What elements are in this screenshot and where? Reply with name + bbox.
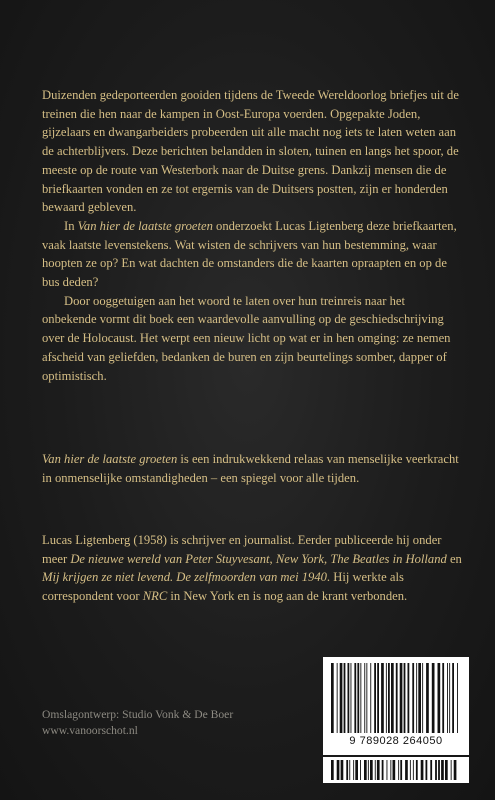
barcode-stripe <box>457 663 458 733</box>
barcode-stripe <box>435 760 437 780</box>
barcode-stripe <box>377 663 379 733</box>
bio-newspaper: NRC <box>142 589 168 604</box>
barcode-stripe <box>349 760 350 780</box>
barcode-stripe <box>426 663 429 733</box>
blurb-paragraph-2-lead: In <box>64 218 78 233</box>
blurb-paragraph-3: Door ooggetuigen aan het woord te laten over hun treinreis naar het onbekende vormt dit boek een waardevolle aanvulling op de geschiedschrijving over de Holocaust. Het werpt een nieuw licht op wat er in hen omging: ze nemen afscheid van geliefden, bedanken de buren en zijn beurtelings somber, dapper of optimistisch. <box>42 293 451 383</box>
barcode-stripe <box>449 663 450 733</box>
bio-book-3: The Beatles in Holland <box>330 551 447 566</box>
barcode-stripe <box>366 663 367 733</box>
bio-text-2: , <box>269 551 276 566</box>
barcode-stripe <box>351 663 352 733</box>
barcode-stripe <box>412 663 414 733</box>
barcode-stripe <box>430 760 432 780</box>
barcode-stripe <box>370 663 371 733</box>
barcode-stripe <box>331 760 334 780</box>
barcode-stripe <box>438 760 440 780</box>
barcode-stripe <box>360 760 361 780</box>
barcode-stripe <box>400 663 403 733</box>
barcode-stripe <box>426 760 428 780</box>
barcode-stripe <box>432 663 435 733</box>
secondary-barcode-icon <box>329 760 463 780</box>
barcode-stripe <box>445 760 448 780</box>
barcode-stripe <box>374 663 376 733</box>
barcode-stripe <box>442 663 444 733</box>
book-title-mention: Van hier de laatste groeten <box>77 218 213 233</box>
bio-text-1: Lucas Ligtenberg (1958) is schrijver en journalist. Eerder publiceerde hij onder meer <box>42 533 442 566</box>
barcode-stripe <box>387 760 388 780</box>
bio-text-6: in New York en is nog aan de krant verbonden. <box>167 589 408 604</box>
secondary-barcode <box>323 757 469 783</box>
barcode-stripe <box>391 663 394 733</box>
barcode-stripe <box>360 663 361 733</box>
credits <box>42 707 233 739</box>
barcode-stripe <box>418 663 421 733</box>
barcode-stripe <box>416 663 417 733</box>
barcode-stripe <box>396 663 398 733</box>
barcode-stripe <box>368 760 369 780</box>
barcode-stripe <box>382 760 384 780</box>
bio-text-3: , <box>324 551 331 566</box>
tagline <box>42 450 462 487</box>
barcode-stripe <box>447 663 448 733</box>
barcode-stripe <box>452 663 454 733</box>
barcode-stripe <box>393 760 396 780</box>
barcode-stripe <box>398 760 399 780</box>
barcode-stripe <box>386 663 387 733</box>
barcode-stripe <box>357 663 359 733</box>
barcode-stripe <box>388 663 390 733</box>
blurb-paragraph-2 <box>42 217 462 292</box>
barcode-stripe <box>408 663 410 733</box>
barcode-stripe <box>413 760 414 780</box>
bio-text-4: en <box>446 551 462 566</box>
barcode-stripe <box>331 663 334 733</box>
barcode-stripe <box>348 663 350 733</box>
barcode-stripe <box>441 760 444 780</box>
cover-design-credit: Omslagontwerp: Studio Vonk & De Boer <box>42 708 234 721</box>
tagline-body: is een indrukwekkend relaas van menselijke veerkracht in onmenselijke omstandigheden – een spiegel voor alle tijden. <box>42 452 459 485</box>
tagline-paragraph <box>42 450 462 487</box>
barcode-stripe <box>353 760 354 780</box>
barcode-stripe <box>381 663 384 733</box>
bio-book-4: Mij krijgen ze niet levend. De zelfmoorden van mei 1940 <box>42 570 327 585</box>
tagline-book-title: Van hier de laatste groeten <box>42 452 178 466</box>
barcode-stripe <box>346 760 348 780</box>
isbn-number: 9 789028 264050 <box>349 735 443 747</box>
barcode-stripe <box>451 760 452 780</box>
author-bio <box>42 531 462 606</box>
isbn-barcode <box>323 657 469 755</box>
bio-book-1: De nieuwe wereld van Peter Stuyvesant <box>70 551 270 566</box>
barcode-stripe <box>421 760 424 780</box>
barcode-stripe <box>416 760 418 780</box>
barcode-stripe <box>344 663 346 733</box>
barcode-stripe <box>364 760 367 780</box>
barcode-stripe <box>410 760 411 780</box>
barcode-stripe <box>370 760 373 780</box>
barcode-stripe <box>337 663 338 733</box>
barcode-stripe <box>377 760 380 780</box>
bio-book-2: New York <box>275 551 325 566</box>
barcode-stripe <box>390 760 391 780</box>
blurb-paragraph-1: Duizenden gedeporteerden gooiden tijdens de Tweede Wereldoorlog briefjes uit de treinen die hen naar de kampen in Oost-Europa voerden. Opgepakte Joden, gijzelaars en dwangarbeiders probeerden uit alle macht nog iets te laten weten aan de achterblijvers. Deze berichten belandden in sloten, tuinen en langs het spoor, de meeste op de route van Westerbork naar de Duitse grens. Dankzij mensen die de briefkaarten vonden en ze tot ergernis van de Duitsers postten, zijn er honderden bewaard gebleven. <box>42 88 459 215</box>
barcode-stripe <box>404 663 406 733</box>
barcode-stripe <box>364 663 365 733</box>
barcode-stripe <box>438 663 441 733</box>
author-bio-paragraph <box>42 531 462 606</box>
barcode-stripe <box>405 760 408 780</box>
barcode-stripe <box>355 760 358 780</box>
barcode-stripe <box>422 663 423 733</box>
barcode-stripe <box>375 760 376 780</box>
barcode-stripe <box>341 760 344 780</box>
barcode-stripe <box>454 760 457 780</box>
barcode-stripe <box>337 760 340 780</box>
bio-text-5: . Hij werkte als correspondent voor <box>42 570 404 604</box>
barcode-stripe <box>340 663 343 733</box>
blurb <box>42 86 462 385</box>
publisher-website: www.vanoorschot.nl <box>42 724 138 737</box>
barcode-stripe <box>400 760 402 780</box>
blurb-paragraph-2-body: onderzoekt Lucas Ligtenberg deze briefkaarten, vaak laatste levenstekens. Wat wisten de schrijvers van hun bestemming, waar hoopten ze op? En wat dachten de omstanders die de kaarten opraapten en op de bus deden? <box>42 218 457 290</box>
barcode-icon <box>329 663 463 733</box>
barcode-stripe <box>354 663 356 733</box>
